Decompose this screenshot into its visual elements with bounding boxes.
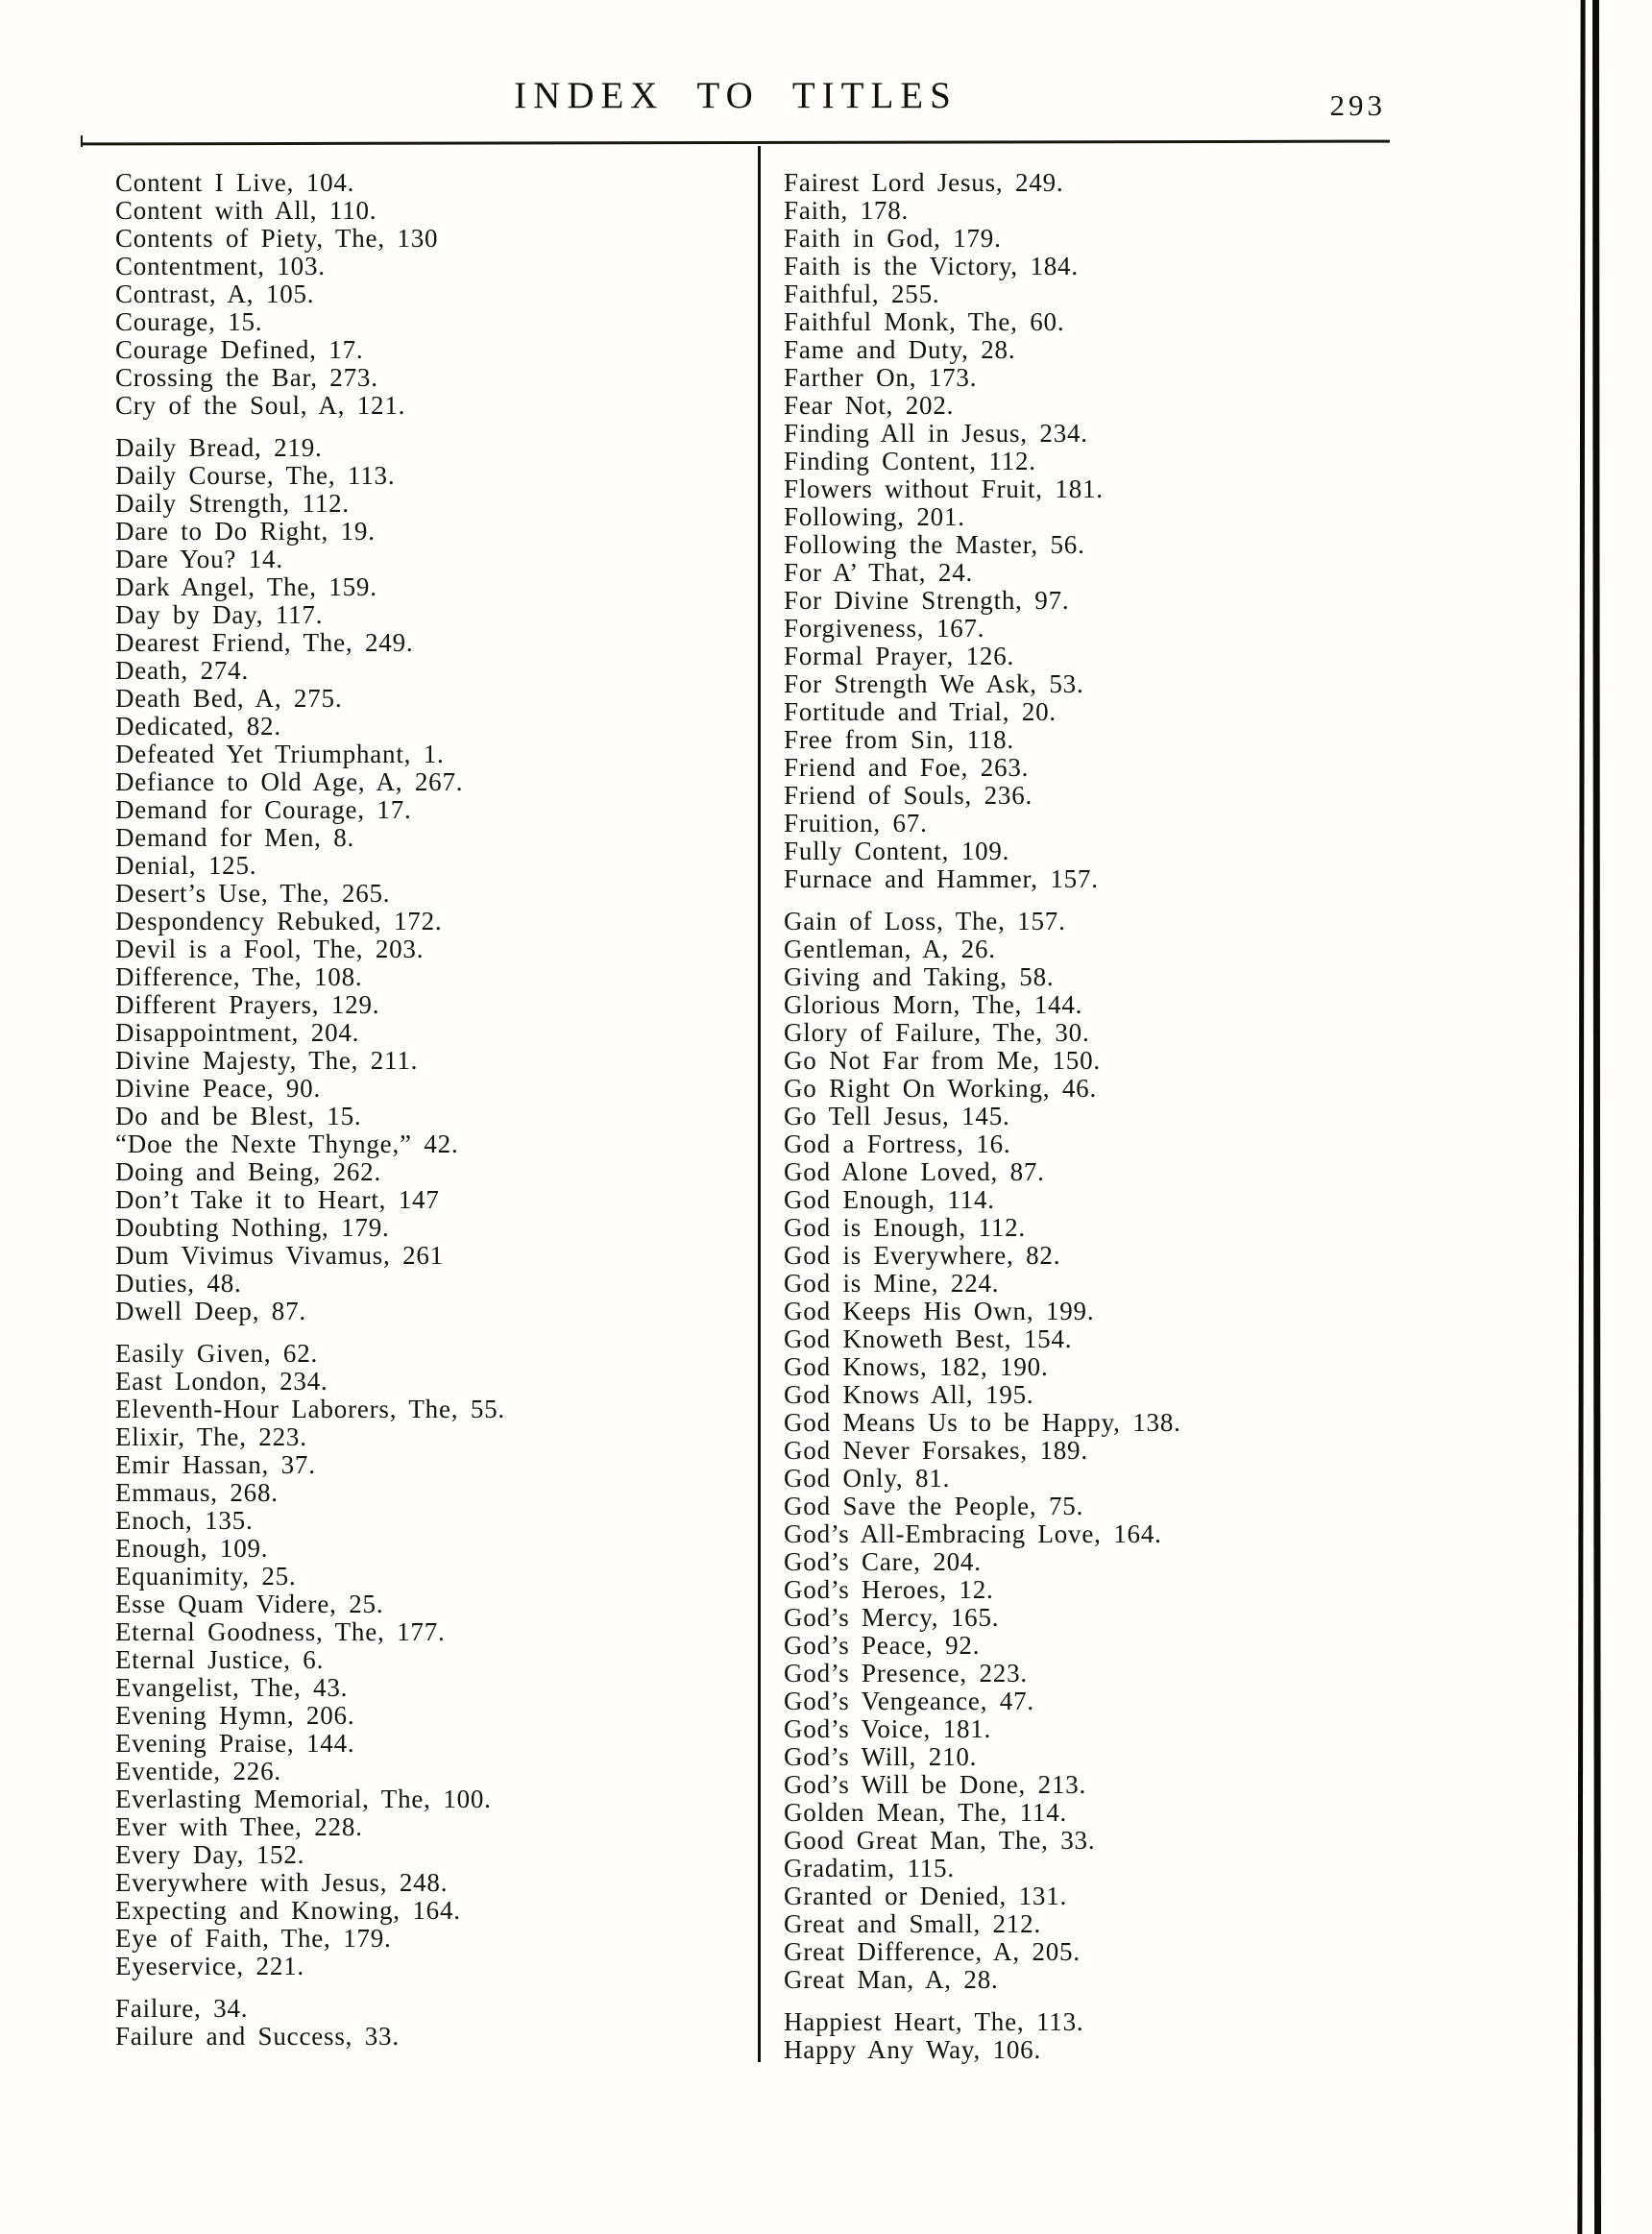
index-entry: Failure, 34. — [115, 1994, 249, 2023]
index-entry: Eyeservice, 221. — [115, 1952, 304, 1980]
index-entry: Contrast, A, 105. — [115, 279, 315, 308]
index-entry: Go Tell Jesus, 145. — [784, 1102, 1010, 1130]
index-entry: Flowers without Fruit, 181. — [784, 474, 1104, 503]
index-entry: Evangelist, The, 43. — [115, 1673, 349, 1702]
index-entry: Following, 201. — [784, 502, 965, 531]
index-entry: Courage Defined, 17. — [115, 335, 364, 364]
binding-edge-line — [1592, 0, 1601, 2234]
index-entry: Faith is the Victory, 184. — [784, 252, 1079, 280]
index-entry: Dearest Friend, The, 249. — [115, 628, 414, 657]
index-entry: Denial, 125. — [115, 851, 257, 880]
index-entry: Ever with Thee, 228. — [115, 1812, 363, 1841]
index-group — [784, 2008, 1403, 2064]
index-entry: Go Right On Working, 46. — [784, 1074, 1098, 1103]
index-entry: Finding Content, 112. — [784, 447, 1036, 475]
index-entry: Content I Live, 104. — [115, 168, 355, 197]
index-entry: Fear Not, 202. — [784, 391, 955, 420]
page-number: 293 — [1329, 88, 1386, 122]
index-entry: Gain of Loss, The, 157. — [784, 907, 1066, 935]
index-entry: God is Enough, 112. — [784, 1213, 1026, 1242]
index-column-right — [784, 169, 1403, 2064]
index-entry: Duties, 48. — [115, 1269, 242, 1298]
index-entry: Fruition, 67. — [784, 809, 928, 838]
index-entry: Eleventh-Hour Laborers, The, 55. — [115, 1395, 505, 1423]
index-entry: Everlasting Memorial, The, 100. — [115, 1785, 492, 1813]
index-entry: For A’ That, 24. — [784, 558, 974, 587]
index-entry: Gradatim, 115. — [784, 1854, 955, 1882]
index-entry: God’s Presence, 223. — [784, 1659, 1028, 1688]
index-entry: God’s Voice, 181. — [784, 1714, 992, 1743]
index-entry: Every Day, 152. — [115, 1840, 305, 1869]
index-entry: God is Mine, 224. — [784, 1269, 1000, 1298]
index-entry: Esse Quam Videre, 25. — [115, 1590, 384, 1618]
index-entry: Death Bed, A, 275. — [115, 684, 343, 713]
index-entry: Dwell Deep, 87. — [115, 1297, 306, 1325]
index-entry: Demand for Men, 8. — [115, 823, 355, 852]
index-entry: Farther On, 173. — [784, 363, 978, 392]
index-entry: Content with All, 110. — [115, 196, 377, 225]
index-entry: God is Everywhere, 82. — [784, 1241, 1061, 1270]
index-entry: Divine Peace, 90. — [115, 1074, 322, 1103]
index-entry: Contents of Piety, The, 130 — [115, 224, 439, 253]
index-entry: Following the Master, 56. — [784, 530, 1085, 559]
index-entry: Good Great Man, The, 33. — [784, 1826, 1096, 1855]
index-entry: Fortitude and Trial, 20. — [784, 697, 1057, 726]
index-entry: Dum Vivimus Vivamus, 261 — [115, 1241, 444, 1270]
index-entry: Formal Prayer, 126. — [784, 642, 1015, 670]
index-entry: Daily Course, The, 113. — [115, 461, 396, 490]
index-group — [115, 434, 757, 1325]
index-entry: God’s Will, 210. — [784, 1742, 978, 1771]
index-entry: Giving and Taking, 58. — [784, 962, 1055, 991]
index-entry: Friend and Foe, 263. — [784, 753, 1030, 782]
index-entry: Disappointment, 204. — [115, 1018, 360, 1047]
index-entry: Eventide, 226. — [115, 1757, 281, 1785]
index-entry: Golden Mean, The, 114. — [784, 1798, 1068, 1827]
index-entry: Despondency Rebuked, 172. — [115, 907, 443, 935]
index-entry: Furnace and Hammer, 157. — [784, 864, 1099, 893]
index-column-left — [115, 169, 757, 2051]
index-entry: God Never Forsakes, 189. — [784, 1436, 1088, 1465]
header-rule — [81, 140, 1390, 146]
index-entry: Defiance to Old Age, A, 267. — [115, 767, 464, 796]
index-entry: God Save the People, 75. — [784, 1492, 1084, 1520]
index-entry: Eternal Goodness, The, 177. — [115, 1617, 446, 1646]
index-entry: Day by Day, 117. — [115, 600, 324, 629]
index-entry: Failure and Success, 33. — [115, 2022, 400, 2051]
index-group — [115, 1340, 757, 1980]
index-entry: God Means Us to be Happy, 138. — [784, 1408, 1181, 1437]
index-entry: God Knoweth Best, 154. — [784, 1324, 1073, 1353]
index-entry: God’s Will be Done, 213. — [784, 1770, 1087, 1799]
index-entry: Death, 274. — [115, 656, 250, 685]
index-entry: Everywhere with Jesus, 248. — [115, 1868, 449, 1897]
index-entry: Divine Majesty, The, 211. — [115, 1046, 419, 1075]
index-entry: Glorious Morn, The, 144. — [784, 990, 1083, 1019]
index-entry: Emmaus, 268. — [115, 1478, 279, 1507]
index-entry: Dare You? 14. — [115, 545, 283, 573]
index-entry: Difference, The, 108. — [115, 962, 363, 991]
index-entry: Defeated Yet Triumphant, 1. — [115, 740, 445, 768]
index-entry: Happy Any Way, 106. — [784, 2035, 1042, 2064]
index-entry: Fully Content, 109. — [784, 837, 1010, 865]
index-entry: Don’t Take it to Heart, 147 — [115, 1185, 440, 1214]
index-entry: God Alone Loved, 87. — [784, 1157, 1045, 1186]
index-entry: God’s Vengeance, 47. — [784, 1687, 1034, 1715]
index-entry: Great Difference, A, 205. — [784, 1937, 1081, 1966]
index-entry: God’s Care, 204. — [784, 1547, 982, 1576]
binding-edge-line — [1577, 0, 1585, 2234]
index-entry: Go Not Far from Me, 150. — [784, 1046, 1101, 1075]
index-entry: God Keeps His Own, 199. — [784, 1297, 1095, 1325]
index-entry: Dark Angel, The, 159. — [115, 572, 377, 601]
index-entry: Daily Strength, 112. — [115, 489, 350, 518]
index-group — [115, 169, 757, 420]
index-entry: God Knows, 182, 190. — [784, 1352, 1049, 1381]
index-entry: Evening Hymn, 206. — [115, 1701, 355, 1730]
index-entry: Eye of Faith, The, 179. — [115, 1924, 392, 1953]
index-entry: Enough, 109. — [115, 1534, 269, 1563]
index-entry: Faithful, 255. — [784, 279, 940, 308]
index-entry: Cry of the Soul, A, 121. — [115, 391, 406, 420]
index-entry: Gentleman, A, 26. — [784, 935, 996, 963]
index-entry: Dare to Do Right, 19. — [115, 517, 376, 546]
index-entry: Daily Bread, 219. — [115, 433, 323, 462]
index-entry: Eternal Justice, 6. — [115, 1645, 325, 1674]
index-entry: Finding All in Jesus, 234. — [784, 419, 1088, 448]
index-entry: Forgiveness, 167. — [784, 614, 985, 643]
index-entry: Faith, 178. — [784, 196, 910, 225]
column-divider — [758, 146, 761, 2062]
index-entry: God’s Peace, 92. — [784, 1631, 981, 1660]
index-entry: Great Man, A, 28. — [784, 1965, 999, 1994]
index-entry: Demand for Courage, 17. — [115, 795, 412, 824]
index-group — [784, 908, 1403, 1994]
index-entry: God’s Mercy, 165. — [784, 1603, 1000, 1632]
index-entry: God Enough, 114. — [784, 1185, 995, 1214]
index-entry: Courage, 15. — [115, 307, 263, 336]
index-entry: Expecting and Knowing, 164. — [115, 1896, 461, 1925]
index-entry: Friend of Souls, 236. — [784, 781, 1033, 810]
index-group — [115, 1995, 757, 2051]
index-entry: Happiest Heart, The, 113. — [784, 2007, 1084, 2036]
index-entry: Different Prayers, 129. — [115, 990, 380, 1019]
index-entry: God’s All-Embracing Love, 164. — [784, 1519, 1162, 1548]
index-entry: Elixir, The, 223. — [115, 1422, 307, 1451]
index-group — [784, 169, 1403, 893]
index-entry: Contentment, 103. — [115, 252, 326, 280]
index-entry: Glory of Failure, The, 30. — [784, 1018, 1090, 1047]
index-entry: Emir Hassan, 37. — [115, 1450, 316, 1479]
index-entry: Doing and Being, 262. — [115, 1157, 382, 1186]
index-entry: God a Fortress, 16. — [784, 1129, 1011, 1158]
index-entry: Do and be Blest, 15. — [115, 1102, 362, 1130]
index-entry: Crossing the Bar, 273. — [115, 363, 378, 392]
index-entry: God Only, 81. — [784, 1464, 951, 1493]
index-entry: Equanimity, 25. — [115, 1562, 297, 1591]
index-entry: Great and Small, 212. — [784, 1909, 1041, 1938]
index-entry: Doubting Nothing, 179. — [115, 1213, 390, 1242]
index-entry: Dedicated, 82. — [115, 712, 281, 741]
index-entry: Fairest Lord Jesus, 249. — [784, 168, 1064, 197]
index-entry: Faith in God, 179. — [784, 224, 1002, 253]
index-entry: “Doe the Nexte Thynge,” 42. — [115, 1129, 459, 1158]
page-title: INDEX TO TITLES — [514, 75, 958, 116]
index-entry: For Divine Strength, 97. — [784, 586, 1070, 615]
index-entry: Evening Praise, 144. — [115, 1729, 355, 1758]
index-entry: Granted or Denied, 131. — [784, 1882, 1068, 1910]
index-entry: Fame and Duty, 28. — [784, 335, 1016, 364]
index-entry: Faithful Monk, The, 60. — [784, 307, 1065, 336]
index-entry: Easily Given, 62. — [115, 1339, 319, 1368]
index-entry: East London, 234. — [115, 1367, 328, 1396]
index-entry: For Strength We Ask, 53. — [784, 669, 1084, 698]
index-entry: Free from Sin, 118. — [784, 725, 1014, 754]
index-entry: God’s Heroes, 12. — [784, 1575, 994, 1604]
index-entry: Enoch, 135. — [115, 1506, 254, 1535]
index-entry: Desert’s Use, The, 265. — [115, 879, 391, 908]
index-entry: Devil is a Fool, The, 203. — [115, 935, 425, 963]
index-entry: God Knows All, 195. — [784, 1380, 1034, 1409]
